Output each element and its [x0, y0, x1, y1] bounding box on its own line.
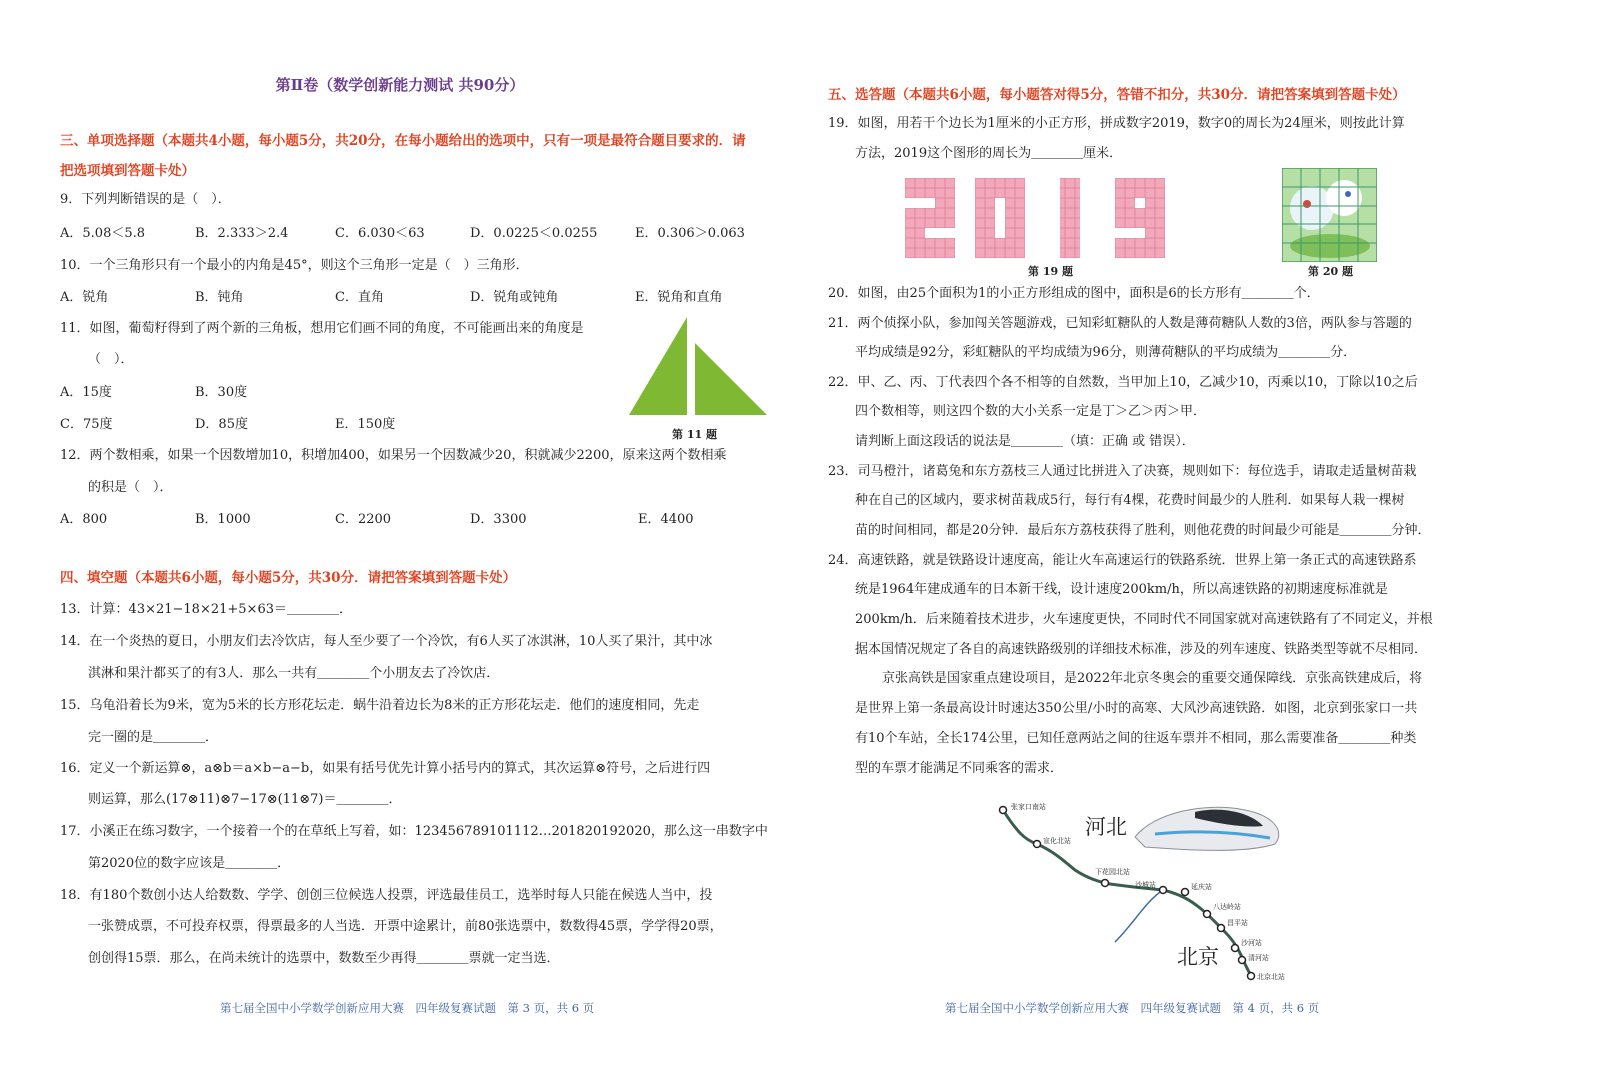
digit-0: [975, 178, 1025, 258]
beijing-zhangjiakou-railway-map: [995, 792, 1295, 992]
q18-line1: 18．有180个数创小达人给数数、学学、创创三位候选人投票，评选最佳员工，选举时每人只能在候选人当中，投: [60, 888, 713, 903]
q13-text: 13．计算：43×21−18×21+5×63＝＿＿＿＿．: [60, 602, 352, 617]
q12-option-b: B．1000: [195, 512, 251, 527]
q24-line3: 200km/h．后来随着技术进步，火车速度更快，不同时代不同国家就对高速铁路有了不同定义，并根: [855, 612, 1433, 627]
q12-stem-line1: 12．两个数相乘，如果一个因数增加10，积增加400，如果另一个因数减少20，积就减少2200，原来这两个数相乘: [60, 448, 727, 463]
q9-stem: 9．下列判断错误的是（ ）．: [60, 192, 231, 207]
q19-line2: 方法，2019这个图形的周长为＿＿＿＿厘米．: [855, 146, 1123, 161]
digits-2019-figure: [905, 178, 1170, 262]
q17-line2: 第2020位的数字应该是＿＿＿＿．: [88, 856, 291, 871]
q10-option-e: E．锐角和直角: [635, 290, 723, 305]
q24-line5: 京张高铁是国家重点建设项目，是2022年北京冬奥会的重要交通保障线．京张高铁建成后，将: [882, 671, 1423, 686]
triangle-rulers-figure: [625, 315, 775, 420]
station-label: 清河站: [1248, 955, 1269, 962]
station-label: 下花园北站: [1095, 869, 1130, 876]
q16-line1: 16．定义一个新运算⊗，a⊗b＝a×b−a−b，如果有括号优先计算小括号内的算式，其次运算⊗符号，之后进行四: [60, 761, 711, 776]
q24-line6: 是世界上第一条最高设计时速达350公里/小时的高寒、大风沙高速铁路．如图，北京到张家口一共: [855, 701, 1418, 716]
q22-line2: 四个数相等，则这四个数的大小关系一定是丁＞乙＞丙＞甲．: [855, 404, 1207, 419]
station-label: 沙河站: [1241, 940, 1262, 947]
map-region-beijing: 北京: [1177, 946, 1219, 969]
q10-option-c: C．直角: [335, 290, 384, 305]
q23-line1: 23．司马橙汁，诸葛兔和东方荔枝三人通过比拼进入了决赛，规则如下：每位选手，请取走适量树苗栽: [828, 464, 1417, 479]
q11-stem-line2: （ ）．: [88, 352, 134, 367]
q22-line1: 22．甲、乙、丙、丁代表四个各不相等的自然数，当甲加上10，乙减少10，丙乘以10，丁除以10之后: [828, 375, 1418, 390]
q9-option-b: B．2.333＞2.4: [195, 226, 289, 241]
section5-header: 五、选答题（本题共6小题，每小题答对得5分，答错不扣分，共30分．请把答案填到答题卡处）: [828, 87, 1406, 103]
q14-line2: 淇淋和果汁都买了的有3人．那么一共有＿＿＿＿个小朋友去了冷饮店．: [88, 666, 500, 681]
q11-stem-line1: 11．如图，葡萄籽得到了两个新的三角板，想用它们画不同的角度，不可能画出来的角度是: [60, 321, 584, 336]
map-region-hebei: 河北: [1085, 816, 1127, 839]
station-label: 宣化北站: [1043, 838, 1071, 845]
q19-line1: 19．如图，用若干个边长为1厘米的小正方形，拼成数字2019，数字0的周长为24厘米，则按此计算: [828, 116, 1405, 131]
q22-line3: 请判断上面这段话的说法是＿＿＿＿（填：正确 或 错误）．: [855, 434, 1195, 449]
q11-option-b: B．30度: [195, 385, 248, 400]
q12-option-c: C．2200: [335, 512, 392, 527]
q18-line3: 创创得15票．那么，在尚未统计的选票中，数数至少再得＿＿＿＿票就一定当选．: [88, 951, 560, 966]
q9-option-c: C．6.030＜63: [335, 226, 425, 241]
q19-figure-caption: 第 19 题: [1028, 265, 1073, 278]
q11-option-a: A．15度: [60, 385, 112, 400]
q20-text: 20．如图，由25个面积为1的小正方形组成的图中，面积是6的长方形有＿＿＿＿个．: [828, 286, 1320, 301]
q9-option-e: E．0.306＞0.063: [635, 226, 745, 241]
right-page: [800, 0, 1600, 1085]
station-label: 北京北站: [1257, 974, 1285, 981]
cartoon-character-right: [1326, 180, 1362, 216]
q17-line1: 17．小溪正在练习数字，一个接着一个的在草纸上写着，如：123456789101112…201820192020，那么这一串数字中: [60, 824, 768, 839]
q18-line2: 一张赞成票，不可投弃权票，得票最多的人当选．开票中途累计，前80张选票中，数数得45票，学学得20票，: [88, 919, 723, 934]
q15-line2: 完一圈的是＿＿＿＿．: [88, 730, 219, 745]
triangle-ruler-30-60: [629, 317, 687, 415]
q20-figure-caption: 第 20 题: [1308, 265, 1353, 278]
q24-line8: 型的车票才能满足不同乘客的需求．: [855, 761, 1064, 776]
high-speed-train-icon: [1135, 807, 1279, 850]
q10-stem: 10．一个三角形只有一个最小的内角是45°，则这个三角形一定是（ ）三角形．: [60, 258, 529, 273]
q10-option-d: D．锐角或钝角: [470, 290, 559, 305]
q9-option-a: A．5.08＜5.8: [60, 226, 146, 241]
q24-line2: 统是1964年建成通车的日本新干线，设计速度200km/h，所以高速铁路的初期速度标准就是: [855, 582, 1388, 597]
q10-option-a: A．锐角: [60, 290, 109, 305]
right-page-footer: 第七届全国中小学数学创新应用大赛 四年级复赛试题 第 4 页，共 6 页: [945, 1001, 1320, 1015]
station-label: 张家口南站: [1011, 804, 1046, 811]
station-label: 八达岭站: [1213, 904, 1241, 911]
digit-1: [1060, 178, 1080, 258]
q24-line7: 有10个车站，全长174公里，已知任意两站之间的往返车票并不相同，那么需要准备＿＿＿＿种类: [855, 731, 1417, 746]
q11-option-c: C．75度: [60, 417, 113, 432]
q12-option-e: E．4400: [638, 512, 694, 527]
q12-option-d: D．3300: [470, 512, 527, 527]
boundary-line: [1115, 890, 1163, 942]
q12-stem-line2: 的积是（ ）．: [88, 480, 173, 495]
q16-line2: 则运算，那么(17⊗11)⊗7−17⊗(11⊗7)＝＿＿＿＿．: [88, 792, 402, 807]
station-label: 昌平站: [1227, 920, 1248, 927]
q10-option-b: B．钝角: [195, 290, 244, 305]
left-page-footer: 第七届全国中小学数学创新应用大赛 四年级复赛试题 第 3 页，共 6 页: [220, 1001, 595, 1015]
digit-2: [905, 178, 955, 258]
q11-option-e: E．150度: [335, 417, 396, 432]
section3-header-line1: 三、单项选择题（本题共4小题，每小题5分，共20分，在每小题给出的选项中，只有一项是最符合题目要求的．请: [60, 133, 746, 149]
triangle-ruler-45: [695, 343, 767, 415]
q23-line3: 苗的时间相同，都是20分钟．最后东方荔枝获得了胜利，则他花费的时间最少可能是＿＿＿＿分钟．: [855, 523, 1431, 538]
q24-line4: 据本国情况规定了各自的高速铁路级别的详细技术标准，涉及的列车速度、铁路类型等就不尽相同．: [855, 642, 1428, 657]
grid-5x5-picture: [1282, 168, 1377, 262]
q11-figure-caption: 第 11 题: [672, 428, 717, 441]
station-label: 沙城站: [1135, 882, 1156, 889]
q24-line1: 24．高速铁路，就是铁路设计速度高，能让火车高速运行的铁路系统．世界上第一条正式的高速铁路系: [828, 553, 1417, 568]
paper-title: 第Ⅱ卷（数学创新能力测试 共90分）: [275, 76, 525, 94]
q15-line1: 15．乌龟沿着长为9米，宽为5米的长方形花坛走．蜗牛沿着边长为8米的正方形花坛走．他们的速度相同，先走: [60, 698, 700, 713]
station-label: 延庆站: [1191, 884, 1212, 891]
q11-option-d: D．85度: [195, 417, 248, 432]
section3-header-line2: 把选项填到答题卡处）: [60, 163, 195, 179]
digit-9: [1115, 178, 1165, 258]
q21-line1: 21．两个侦探小队，参加闯关答题游戏，已知彩虹糖队的人数是薄荷糖队人数的3倍，两队参与答题的: [828, 316, 1412, 331]
q9-option-d: D．0.0225＜0.0255: [470, 226, 598, 241]
q21-line2: 平均成绩是92分，彩虹糖队的平均成绩为96分，则薄荷糖队的平均成绩为＿＿＿＿分．: [855, 345, 1357, 360]
q14-line1: 14．在一个炎热的夏日，小朋友们去冷饮店，每人至少要了一个冷饮，有6人买了冰淇淋，10人买了果汁，其中冰: [60, 634, 713, 649]
q12-option-a: A．800: [60, 512, 108, 527]
section4-header: 四、填空题（本题共6小题，每小题5分，共30分．请把答案填到答题卡处）: [60, 570, 517, 586]
q23-line2: 种在自己的区域内，要求树苗栽成5行，每行有4棵，花费时间最少的人胜利．如果每人栽一棵树: [855, 493, 1405, 508]
